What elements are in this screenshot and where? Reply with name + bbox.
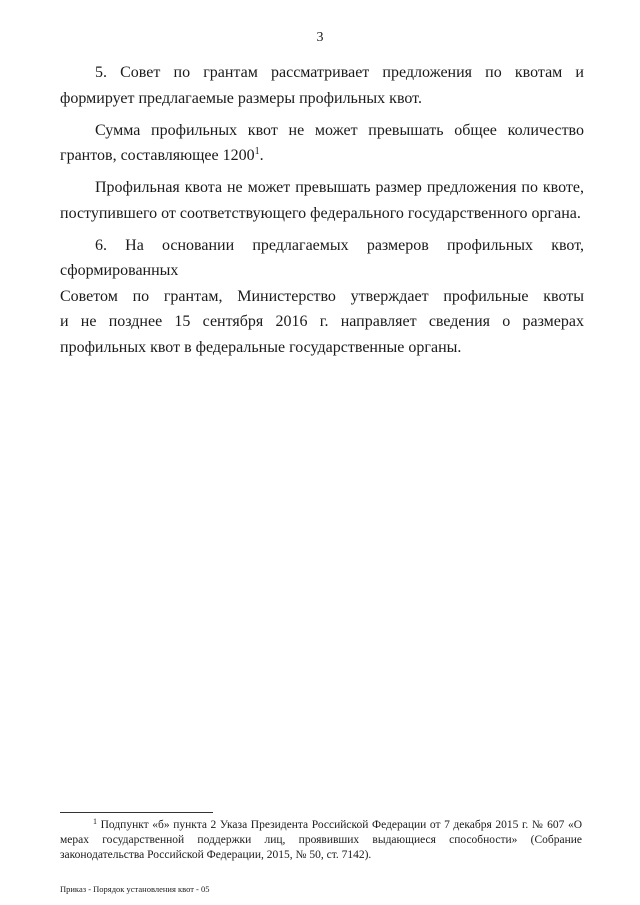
document-body <box>60 60 584 367</box>
paragraph-grant-total-text: Сумма профильных квот не может превышать общее количество грантов, составляющее 1200 <box>60 121 584 164</box>
paragraph-6 <box>60 233 584 361</box>
paragraph-grant-total <box>60 118 584 169</box>
paragraph-quota-limit: Профильная квота не может превышать размер предложения по квоте, поступившего от соответствующего федерального государственного органа. <box>60 179 584 222</box>
paragraph-6-rest: и не позднее 15 сентября 2016 г. направляет сведения о размерах профильных квот в федеральные государственные органы. <box>60 313 584 356</box>
paragraph-grant-total-end: . <box>259 147 264 164</box>
footnote-reference: 1 <box>254 146 260 157</box>
paragraph-6-line-2: Советом по грантам, Министерство утверждает профильные квоты <box>60 287 584 305</box>
page-number: 3 <box>316 30 324 45</box>
footnote-mark: 1 <box>93 817 97 826</box>
footnote <box>60 818 582 863</box>
footnote-divider <box>60 812 213 813</box>
footer-document-ref: Приказ - Порядок установления квот - 05 <box>60 884 210 894</box>
paragraph-6-line-1: 6. На основании предлагаемых размеров профильных квот, сформированных <box>60 236 584 279</box>
footnote-text: Подпункт «б» пункта 2 Указа Президента Российской Федерации от 7 декабря 2015 г. № 607 «О мерах государственной поддержки лиц, проявивших выдающиеся способности» (Собрание законодательства Российской Федерации, 2015, № 50, ст. 7142). <box>60 819 582 861</box>
paragraph-5: 5. Совет по грантам рассматривает предложения по квотам и формирует предлагаемые размеры профильных квот. <box>60 64 584 107</box>
